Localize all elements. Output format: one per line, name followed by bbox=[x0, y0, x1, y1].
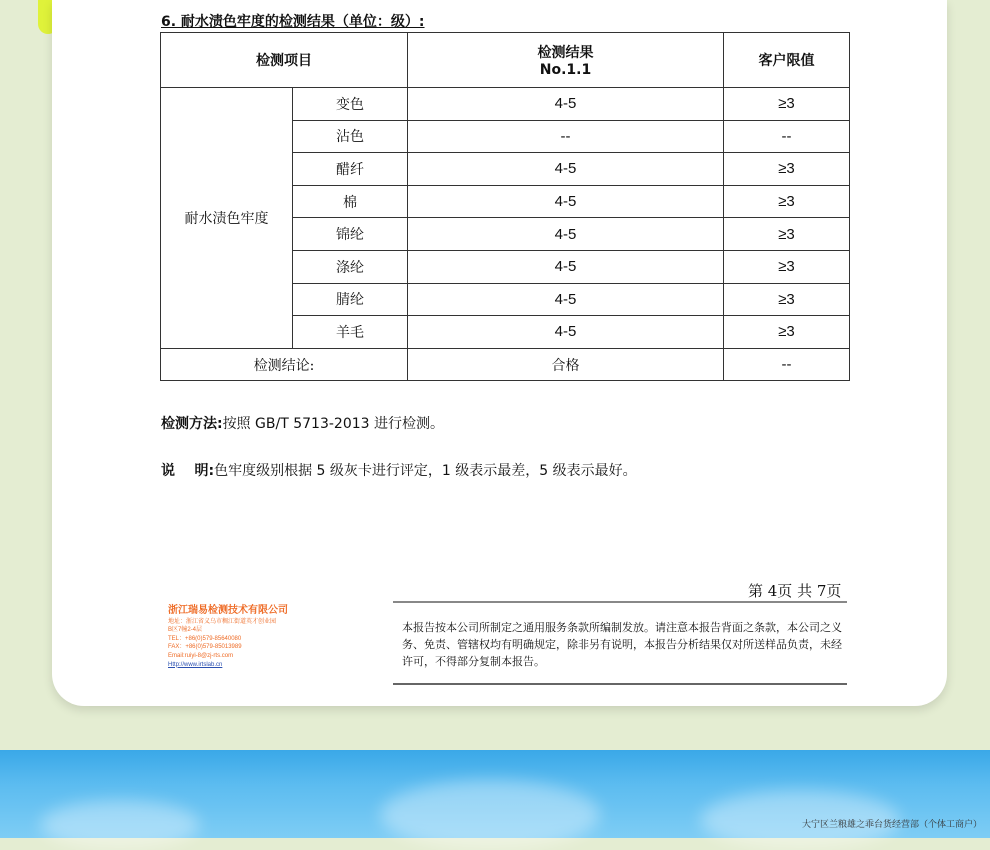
disclaimer-text: 本报告按本公司所制定之通用服务条款所编制发放。请注意本报告背面之条款，本公司之义务、免责、管辖权均有明确规定，除非另有说明，本报告分析结果仅对所送样品负责，未经许可，不得部分复制本报告。 bbox=[402, 621, 842, 668]
row-name: 腈纶 bbox=[293, 283, 408, 316]
row-limit: ≥3 bbox=[724, 283, 850, 316]
row-name: 醋纤 bbox=[293, 153, 408, 186]
company-address-1: 地址：浙江省义乌市稠江街道英才创业园 bbox=[168, 618, 277, 625]
conclusion-result: 合格 bbox=[408, 348, 724, 381]
result-table bbox=[160, 32, 850, 381]
company-email: Email:ruiyi-8@zj-rts.com bbox=[168, 652, 234, 659]
company-fax: FAX：+86(0)579-85013989 bbox=[168, 644, 242, 651]
header-result bbox=[408, 33, 724, 88]
note-label: 说 明: bbox=[161, 463, 215, 479]
row-limit: -- bbox=[724, 120, 850, 153]
row-name: 沾色 bbox=[293, 120, 408, 153]
company-tel: TEL：+86(0)579-85640080 bbox=[168, 635, 242, 642]
company-info bbox=[168, 607, 288, 669]
row-result: -- bbox=[408, 120, 724, 153]
table-header-row bbox=[161, 33, 850, 88]
sky-banner bbox=[0, 750, 990, 838]
row-result: 4-5 bbox=[408, 250, 724, 283]
row-limit: ≥3 bbox=[724, 88, 850, 121]
test-method bbox=[161, 413, 444, 433]
row-limit: ≥3 bbox=[724, 153, 850, 186]
row-result: 4-5 bbox=[408, 153, 724, 186]
section-title: 6. 耐水渍色牢度的检测结果（单位：级）: bbox=[161, 14, 425, 30]
row-result: 4-5 bbox=[408, 316, 724, 349]
header-item: 检测项目 bbox=[161, 33, 408, 88]
cloud-decoration bbox=[40, 800, 200, 850]
method-text: 按照 GB/T 5713-2013 进行检测。 bbox=[222, 416, 444, 432]
conclusion-label: 检测结论: bbox=[161, 348, 408, 381]
conclusion-row bbox=[161, 348, 850, 381]
company-address-2: B区7幢2-4层 bbox=[168, 627, 203, 634]
row-limit: ≥3 bbox=[724, 185, 850, 218]
header-result-line1: 检测结果 bbox=[537, 45, 594, 61]
row-result: 4-5 bbox=[408, 185, 724, 218]
company-name: 浙江瑞易检测技术有限公司 bbox=[168, 605, 288, 616]
row-result: 4-5 bbox=[408, 283, 724, 316]
header-limit: 客户限值 bbox=[724, 33, 850, 88]
row-limit: ≥3 bbox=[724, 316, 850, 349]
row-name: 羊毛 bbox=[293, 316, 408, 349]
row-name: 棉 bbox=[293, 185, 408, 218]
explanation bbox=[161, 460, 637, 480]
method-label: 检测方法: bbox=[161, 416, 223, 432]
row-name: 锦纶 bbox=[293, 218, 408, 251]
row-name: 变色 bbox=[293, 88, 408, 121]
row-limit: ≥3 bbox=[724, 218, 850, 251]
page-number: 第 4页 共 7页 bbox=[748, 582, 842, 600]
table-row bbox=[161, 88, 850, 121]
row-limit: ≥3 bbox=[724, 250, 850, 283]
group-label: 耐水渍色牢度 bbox=[161, 88, 293, 349]
company-website-link[interactable]: Http://www.irtslab.cn bbox=[168, 661, 223, 668]
note-text: 色牢度级别根据 5 级灰卡进行评定，1 级表示最差，5 级表示最好。 bbox=[214, 463, 637, 479]
header-result-line2: No.1.1 bbox=[539, 62, 592, 78]
conclusion-limit: -- bbox=[724, 348, 850, 381]
row-result: 4-5 bbox=[408, 88, 724, 121]
row-result: 4-5 bbox=[408, 218, 724, 251]
row-name: 涤纶 bbox=[293, 250, 408, 283]
cloud-decoration bbox=[380, 780, 600, 850]
shop-caption: 大宁区兰粮雄之乖台货经营部（个体工商户） bbox=[801, 820, 982, 830]
